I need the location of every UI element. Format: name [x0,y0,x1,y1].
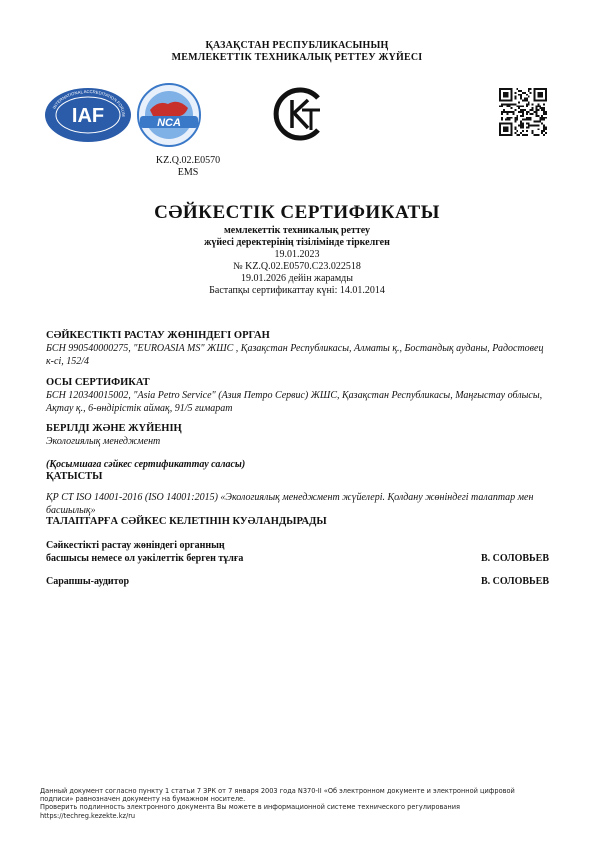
registration-line1: мемлекеттік техникалық реттеу [224,225,370,236]
scope-text: (Қосымшаға сәйкес сертификаттау саласы) [46,459,246,470]
nca-logo-text: NCA [157,117,181,129]
first-certification-date: Бастапқы сертификаттау күні: 14.01.2014 [209,285,385,296]
footer-line1: Данный документ согласно пункту 1 статьи 7 ЗРК от 7 января 2003 года N370-II «Об электронном документе и электронной цифровой [40,787,515,795]
system-title: БЕРІЛДІ ЖӘНЕ ЖҮЙЕНІҢ [46,423,182,434]
valid-until: 19.01.2026 дейін жарамды [241,273,353,284]
certification-body-title: СӘЙКЕСТІКТІ РАСТАУ ЖӨНІНДЕГІ ОРГАН [46,330,270,341]
registration-line2: жүйесі деректерінің тізілімінде тіркелген [204,237,390,248]
body-type: EMS [177,167,199,178]
body-code: KZ.Q.02.E0570 [155,155,221,166]
footer-notice [40,787,560,820]
qr-code[interactable] [499,88,547,136]
iaf-ring-text: INTERNATIONAL ACCREDITATION FORUM [51,88,127,117]
conformity-title: ТАЛАПТАРҒА СӘЙКЕС КЕЛЕТІНІН КУӘЛАНДЫРАДЫ [46,516,327,527]
head-signatory-line1: Сәйкестікті растау жөніндегі органның [46,540,225,551]
certificate-holder-title: ОСЫ СЕРТИФИКАТ [46,377,150,388]
nca-logo [134,82,204,148]
country-header-line1: ҚАЗАҚСТАН РЕСПУБЛИКАСЫНЫҢ [205,40,389,51]
system-text: Экологиялық менеджмент [46,436,161,447]
registration-date: 19.01.2023 [274,249,320,260]
standard-text: ҚР СТ ISO 14001-2016 (ISO 14001:2015) «Экологиялық менеджмент жүйелері. Қолдану жөніндегі талаптар мен басшылық» [46,492,534,516]
kt-logo [270,84,330,144]
footer-link[interactable]: https://techreg.kezekte.kz/ru [40,811,136,820]
registration-number: № KZ.Q.02.E0570.C23.022518 [233,261,361,272]
footer-line2: подписи» равнозначен документу на бумажном носителе. [40,795,246,804]
certificate-title: СӘЙКЕСТІК СЕРТИФИКАТЫ [154,202,440,223]
head-signatory-line2: басшысы немесе ол уәкілеттік берген тұлға [46,553,244,564]
iaf-logo-text: IAF [71,105,105,127]
auditor-name: В. СОЛОВЬЕВ [480,576,549,587]
iaf-logo [44,86,132,144]
certificate-holder-text: БСН 120340015002, "Asia Petro Service" (Азия Петро Сервис) ЖШС, Қазақстан Республикасы, Маңғыстау облысы, Ақтау қ., 6-өндірістік аймақ, 91/5 ғимарат [46,390,543,414]
footer-line3: Проверить подлинность электронного документа Вы можете в информационной системе технического регулирования [40,803,460,812]
certification-body-text: БСН 990540000275, "EUROASIA MS" ЖШС , Қазақстан Республикасы, Алматы қ., Бостандық ауданы, Радостовец к-сі, 152/4 [46,343,544,367]
relation-title: ҚАТЫСТЫ [46,471,103,482]
country-header-line2: МЕМЛЕКЕТТІК ТЕХНИКАЛЫҚ РЕТТЕУ ЖҮЙЕСІ [171,52,423,63]
auditor-label: Сарапшы-аудитор [46,576,130,587]
head-signatory-name: В. СОЛОВЬЕВ [480,553,549,564]
